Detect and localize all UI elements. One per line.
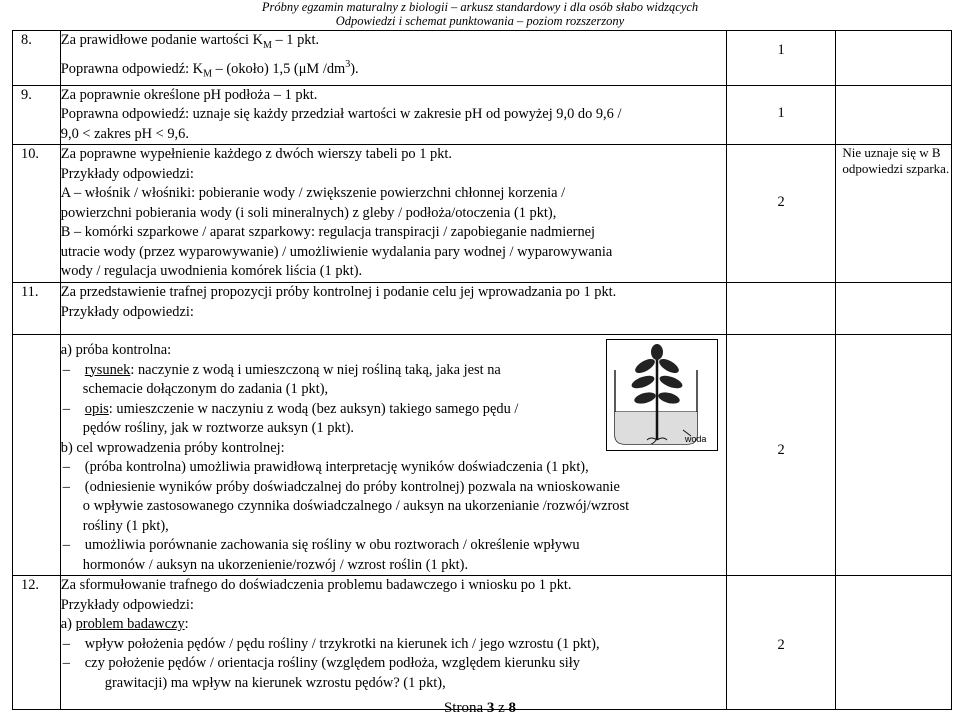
remarks: [836, 335, 952, 576]
text: ).: [350, 61, 359, 78]
table-row-8: [13, 31, 952, 86]
answer-key-table: [12, 30, 952, 710]
subscript: M: [263, 39, 272, 51]
remarks: [836, 576, 952, 710]
header-line-1: Próbny egzamin maturalny z biologii – arkusz standardowy i dla osób słabo widzących: [261, 0, 699, 14]
text: – 1 pkt.: [271, 32, 320, 48]
table-row-11: [13, 283, 952, 335]
task-content: Za sformułowanie trafnego do doświadczenia problemu badawczego i wniosku po 1 pkt. Przykłady odpowiedzi: a) problem badawczy: – wpływ położenia pędów / pędu rośliny / trzykrotki na kierunek ich / jego wzrostu (1 pkt), – czy położenie pędów / orientacja rośliny (względem podłoża, względem kierunku siły grawitacji) ma wpływ na kierunek wzrostu pędów? (1 pkt),: [60, 576, 726, 710]
header-line-2: Odpowiedzi i schemat punktowania – poziom rozszerzony: [335, 14, 625, 28]
points: 2: [726, 145, 835, 283]
task-number: 12.: [13, 576, 61, 710]
points: [726, 283, 835, 335]
plant-in-water-figure: [606, 339, 718, 451]
remarks: [836, 31, 952, 86]
text: – (około) 1,5 (μM /dm: [211, 61, 346, 78]
text: Poprawna odpowiedź: K: [60, 61, 204, 78]
total-pages: 8: [508, 700, 517, 716]
table-row-9: [13, 85, 952, 145]
table-row-11-answers: [13, 335, 952, 576]
task-content: woda a) próba kontrolna: – rysunek: naczynie z wodą i umieszczoną w niej rośliną taką, jaka jest na schemacie dołączonym do zadania (1 pkt), – opis: umieszczenie w naczyniu z wodą (bez auksyn) takiego samego pędu / pędów rośliny, jak w roztworze auksyn (1 pkt). b) cel wprowadzenia próby kontrolnej: – (próba kontrolna) umożliwia prawidłową interpretację wyników doświadczenia (1 pkt), – (odniesienie wyników próby doświadczalnej do próby kontrolnej) pozwala na wnioskowanie o wpływie zastosowanego czynnika doświadczalnego / auksyn na ukorzenianie /rozwój/wzrost rośliny (1 pkt), – umożliwia porównanie zachowania się rośliny w obu roztworach / określenie wpływu hormonów / auksyn na ukorzenienie/rozwój / wzrost roślin (1 pkt).: [60, 335, 726, 576]
remarks: [836, 85, 952, 145]
task-content: [60, 31, 726, 86]
task-content: Za poprawnie określone pH podłoża – 1 pkt. Poprawna odpowiedź: uznaje się każdy przedział wartości w zakresie pH od powyżej 9,0 do 9,6 / 9,0 < zakres pH < 9,6.: [60, 85, 726, 145]
task-number: 11.: [13, 283, 61, 335]
page-header: [180, 0, 780, 28]
current-page: 3: [486, 700, 495, 716]
points: 1: [726, 31, 835, 86]
subscript: M: [203, 69, 212, 81]
task-content: Za poprawne wypełnienie każdego z dwóch wierszy tabeli po 1 pkt. Przykłady odpowiedzi: A – włośnik / włośniki: pobieranie wody / zwiększenie powierzchni chłonnej korzenia / powierzchni pobierania wody (i soli mineralnych) z gleby / podłoża/otoczenia (1 pkt), B – komórki szparkowe / aparat szparkowy: regulacja transpiracji / zapobieganie nadmiernej utracie wody (przez wyparowywanie) / umożliwienie wydalania pary wodnej / wyparowywania wody / regulacja uwodnienia komórek liścia (1 pkt).: [60, 145, 726, 283]
table-row-10: [13, 145, 952, 283]
page-footer: Strona 3 z 8: [443, 700, 517, 716]
task-number: [13, 335, 61, 576]
task-content: Za przedstawienie trafnej propozycji próby kontrolnej i podanie celu jej wprowadzania po 1 pkt. Przykłady odpowiedzi:: [60, 283, 726, 335]
remarks: Nie uznaje się w B odpowiedzi szparka.: [836, 145, 952, 283]
points: 2: [726, 576, 835, 710]
table-row-12: [13, 576, 952, 710]
text: Za prawidłowe podanie wartości K: [60, 32, 263, 48]
task-number: 8.: [13, 31, 61, 86]
task-number: 9.: [13, 85, 61, 145]
points: 2: [726, 335, 835, 576]
superscript: 3: [345, 59, 351, 71]
points: 1: [726, 85, 835, 145]
remarks: [836, 283, 952, 335]
water-label: woda: [684, 434, 707, 445]
task-number: 10.: [13, 145, 61, 283]
